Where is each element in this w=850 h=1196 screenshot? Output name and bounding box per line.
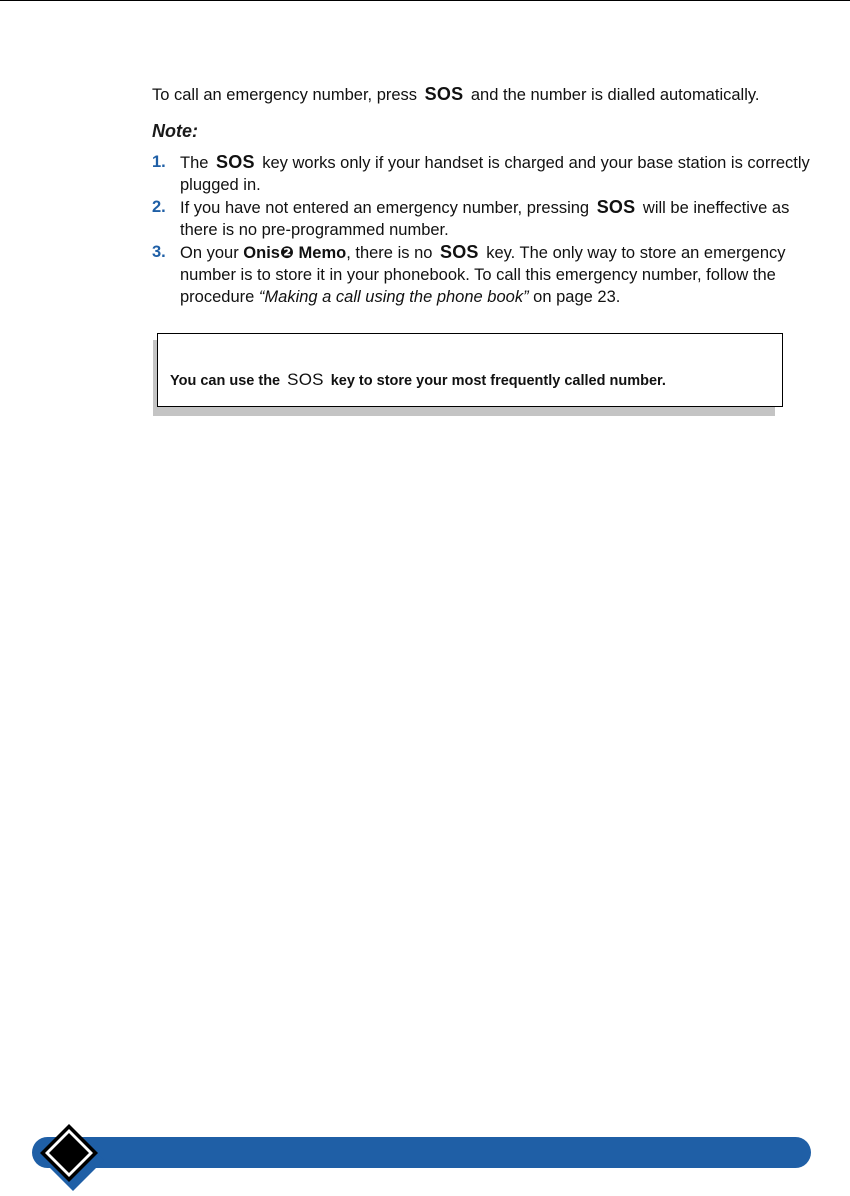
sos-key-label: SOS bbox=[424, 84, 464, 104]
sos-key-label: SOS bbox=[596, 197, 636, 217]
note-item-1 bbox=[152, 151, 812, 196]
sos-key-label: SOS bbox=[440, 242, 479, 262]
note-item-2 bbox=[152, 196, 812, 241]
sos-key-label: SOS bbox=[216, 152, 255, 172]
sos-key-label: SOS bbox=[287, 370, 324, 389]
diamond-icon bbox=[36, 1121, 106, 1191]
product-name: Onis❷ Memo bbox=[243, 244, 347, 262]
note-heading: Note: bbox=[152, 121, 198, 141]
note-item-number: 2. bbox=[152, 198, 166, 216]
page-reference-title: “Making a call using the phone book” bbox=[258, 288, 529, 306]
intro-text-before: To call an emergency number, press bbox=[152, 86, 418, 104]
top-rule bbox=[0, 0, 850, 1]
tip-box bbox=[157, 333, 783, 407]
note-item-3 bbox=[152, 241, 812, 308]
intro-text-after: and the number is dialled automatically. bbox=[470, 86, 760, 104]
note-item-text: , there is no bbox=[346, 244, 433, 262]
note-item-number: 1. bbox=[152, 153, 166, 171]
tip-text bbox=[170, 370, 666, 390]
note-item-text: The bbox=[180, 154, 209, 172]
note-item-text: key. The only way to store an emergency number is to store it in your phonebook. To call this emergency number, follow the procedure bbox=[180, 244, 786, 306]
note-item-text: On your bbox=[180, 244, 239, 262]
note-item-text: will be ineffective as there is no pre-programmed number. bbox=[180, 199, 790, 239]
intro-paragraph bbox=[152, 83, 759, 106]
tip-text-after: key to store your most frequently called number. bbox=[330, 373, 666, 389]
tip-text-before: You can use the bbox=[170, 373, 281, 389]
note-item-text: If you have not entered an emergency number, pressing bbox=[180, 199, 590, 217]
note-item-text: key works only if your handset is charged and your base station is correctly plugged in. bbox=[180, 154, 810, 194]
note-item-number: 3. bbox=[152, 243, 166, 261]
note-list bbox=[152, 151, 812, 308]
footer-bar bbox=[32, 1137, 811, 1168]
note-item-text: on page 23. bbox=[533, 288, 621, 306]
